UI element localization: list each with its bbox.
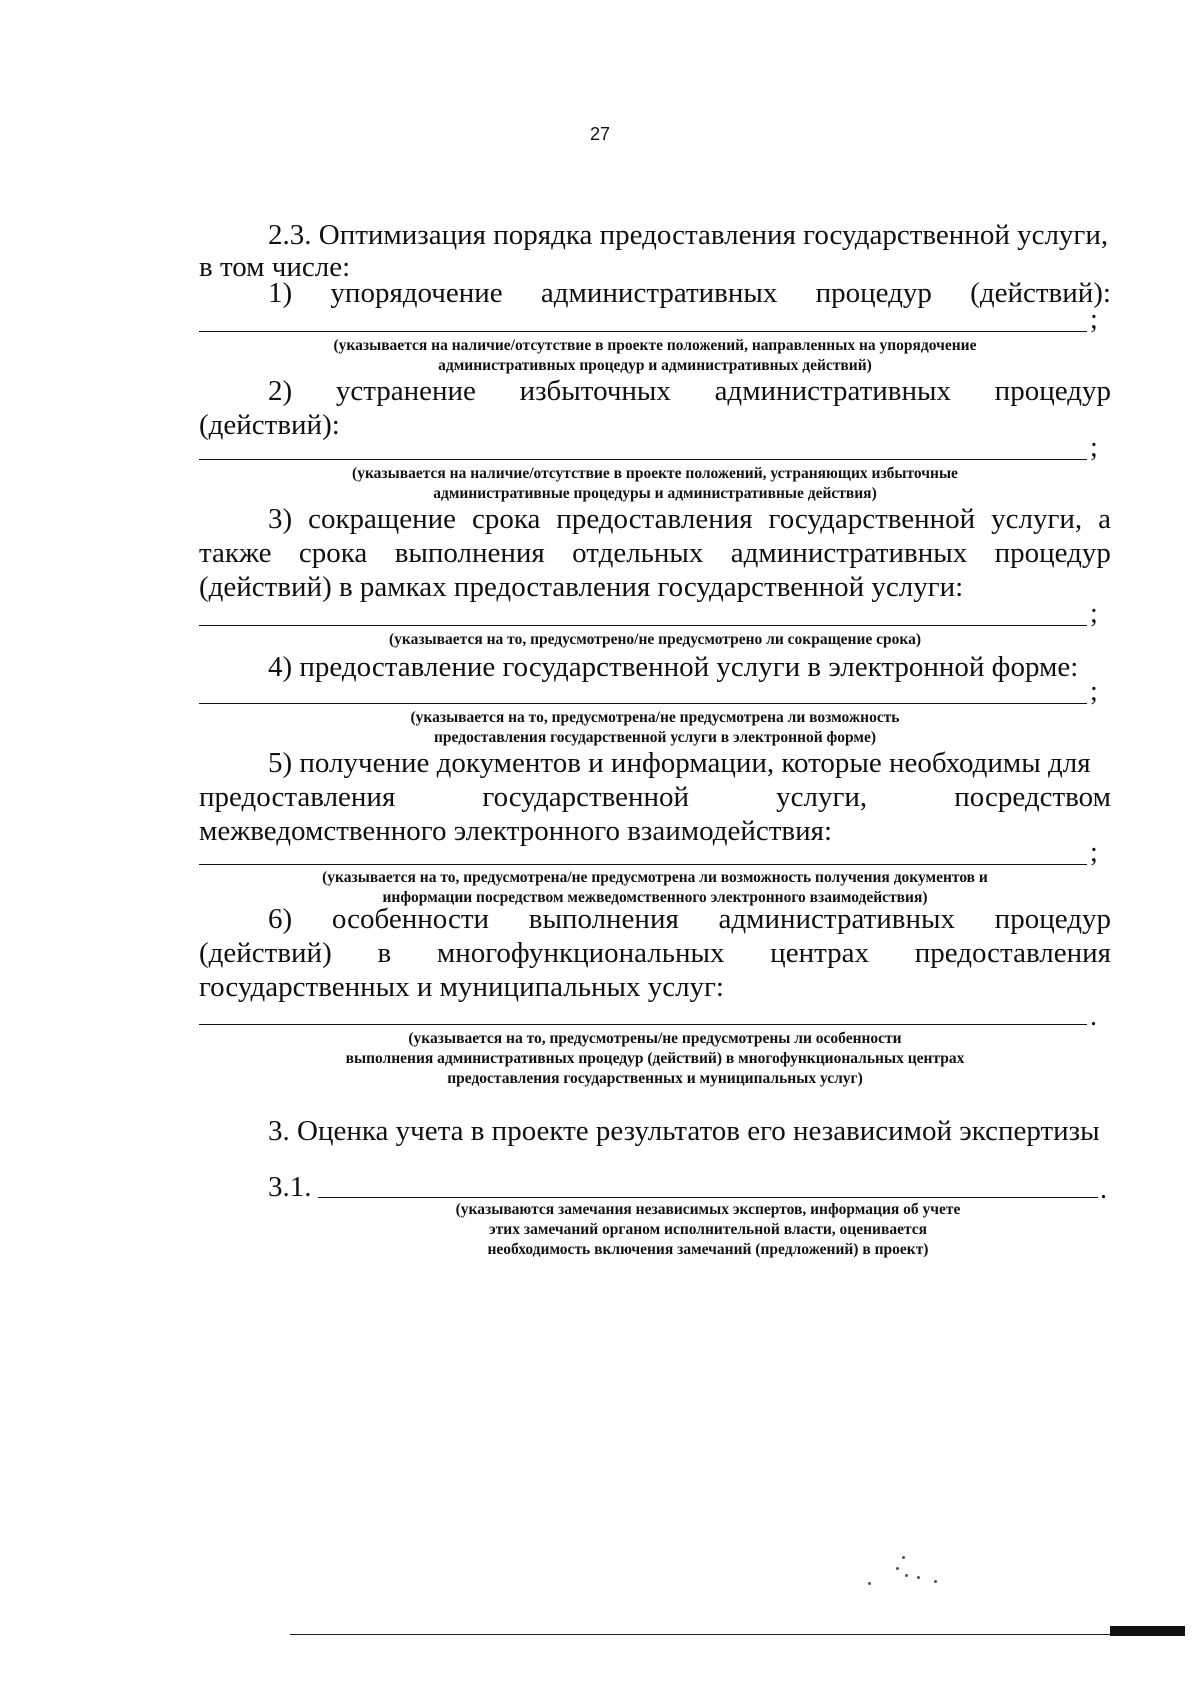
item-5-line-3: межведомственного электронного взаимодействия: xyxy=(199,815,833,847)
section-3-1-punct: . xyxy=(1100,1174,1107,1205)
item-4-line-1: 4) предоставление государственной услуги в электронной форме: xyxy=(268,651,1079,683)
item-6-line-2: (действий) в многофункциональных центрах предоставления xyxy=(199,937,1111,969)
item-3-line-2: также срока выполнения отдельных административных процедур xyxy=(199,537,1111,569)
item-6-punct: . xyxy=(1090,1001,1097,1032)
item-1-punct: ; xyxy=(1090,304,1098,335)
item-5-line-1: 5) получение документов и информации, которые необходимы для xyxy=(268,747,1091,779)
section-2-3-heading-cont: в том числе: xyxy=(199,251,351,283)
section-2-3-heading: 2.3. Оптимизация порядка предоставления государственной услуги, xyxy=(268,219,1109,251)
item-4-note: (указывается на то, предусмотрена/не предусмотрена ли возможность предоставления государственной услуги в электронной форме) xyxy=(410,709,900,746)
item-5-note: (указывается на то, предусмотрена/не предусмотрена ли возможность получения документов и информации посредством межведомственного электронного взаимодействия) xyxy=(322,869,988,906)
item-6-line-1: 6) особенности выполнения административных процедур xyxy=(268,903,1111,935)
item-5-line-2: предоставления государственной услуги, посредством xyxy=(199,781,1111,813)
section-3-1-label: 3.1. xyxy=(268,1171,312,1203)
item-5-punct: ; xyxy=(1090,837,1098,868)
item-4-fill-line xyxy=(199,703,1087,704)
item-2-punct: ; xyxy=(1090,432,1098,463)
item-3-line-3: (действий) в рамках предоставления государственной услуги: xyxy=(199,571,964,603)
section-3-heading: 3. Оценка учета в проекте результатов его независимой экспертизы xyxy=(268,1115,1100,1147)
item-5-fill-line xyxy=(199,864,1087,865)
section-3-1-note: (указываются замечания независимых экспертов, информация об учете этих замечаний органом исполнительной власти, оценивается необходимость включения замечаний (предложений) в проект) xyxy=(455,1201,961,1258)
item-3-line-1: 3) сокращение срока предоставления государственной услуги, а xyxy=(268,503,1111,535)
bottom-rule xyxy=(290,1634,1185,1635)
scan-speck xyxy=(896,1567,899,1570)
item-2-line-2: (действий): xyxy=(199,409,340,441)
item-2-line-1: 2) устранение избыточных административных процедур xyxy=(268,375,1111,407)
item-3-punct: ; xyxy=(1090,598,1098,629)
item-1-fill-line xyxy=(199,331,1087,332)
item-3-note: (указывается на то, предусмотрено/не предусмотрено ли сокращение срока) xyxy=(388,631,922,648)
section-3-1-fill-line xyxy=(318,1197,1098,1198)
item-6-line-3: государственных и муниципальных услуг: xyxy=(199,971,724,1003)
item-1-note: (указывается на наличие/отсутствие в проекте положений, направленных на упорядочение административных процедур и административных действий) xyxy=(333,337,977,374)
scan-speck xyxy=(905,1574,908,1577)
item-4-punct: ; xyxy=(1090,676,1098,707)
item-2-fill-line xyxy=(199,459,1087,460)
item-6-fill-line xyxy=(199,1024,1087,1025)
scan-speck xyxy=(917,1576,920,1579)
scan-speck xyxy=(902,1556,905,1559)
bottom-bar xyxy=(1110,1626,1185,1636)
scan-speck xyxy=(934,1580,937,1583)
item-3-fill-line xyxy=(199,625,1087,626)
item-6-note: (указывается на то, предусмотрены/не предусмотрены ли особенности выполнения административных процедур (действий) в многофункциональных центрах предоставления государственных и муниципальных услуг) xyxy=(345,1030,965,1087)
page-number: 27 xyxy=(589,124,611,144)
item-2-note: (указывается на наличие/отсутствие в проекте положений, устраняющих избыточные административные процедуры и административные действия) xyxy=(352,465,958,502)
item-1-line-1: 1) упорядочение административных процедур (действий): xyxy=(268,277,1111,309)
scan-speck xyxy=(868,1582,871,1585)
